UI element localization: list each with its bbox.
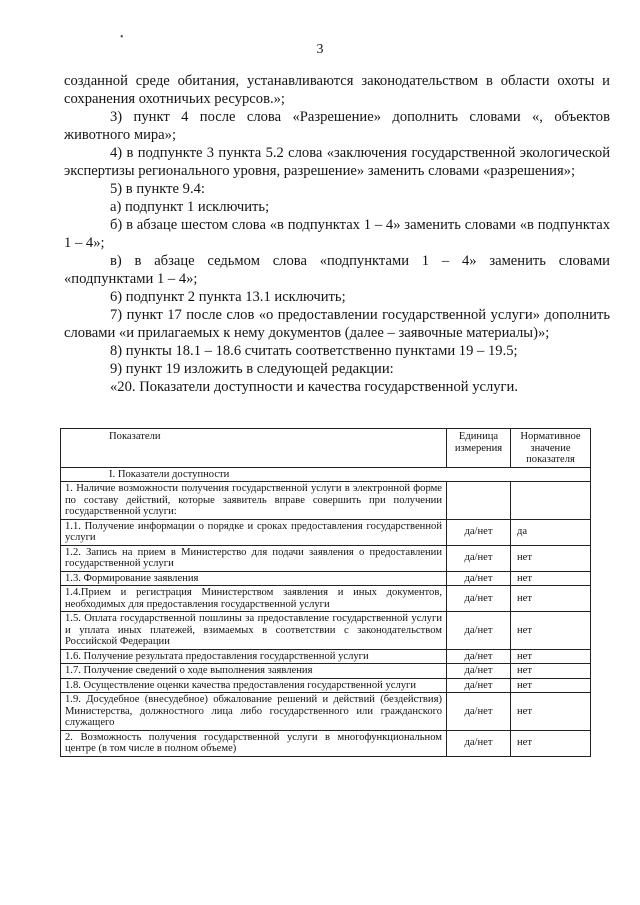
body-text — [64, 72, 610, 396]
indicators-table — [60, 428, 591, 757]
row-norm: нет — [511, 586, 591, 612]
table-row — [61, 571, 591, 586]
row-name: 1.8. Осуществление оценки качества предоставления государственной услуги — [61, 678, 447, 693]
header-unit: Единица измерения — [447, 429, 511, 468]
row-name: 1.6. Получение результата предоставления государственной услуги — [61, 649, 447, 664]
row-unit: да/нет — [447, 664, 511, 679]
row-name: 1. Наличие возможности получения государственной услуги в электронной форме по составу действий, которые заявитель вправе совершить при получении государственной услуги: — [61, 482, 447, 520]
row-norm: нет — [511, 664, 591, 679]
table-row — [61, 586, 591, 612]
row-name: 1.9. Досудебное (внесудебное) обжалование решений и действий (бездействия) Министерства, должностного лица либо государственного или гражданского служащего — [61, 693, 447, 731]
row-norm: нет — [511, 612, 591, 650]
paragraph: б) в абзаце шестом слова «в подпунктах 1 – 4» заменить словами «в подпунктах 1 – 4»; — [64, 217, 610, 251]
table-row — [61, 545, 591, 571]
row-name: 1.2. Запись на прием в Министерство для подачи заявления о предоставлении государственной услуги — [61, 545, 447, 571]
row-unit — [447, 482, 511, 520]
paragraph: «20. Показатели доступности и качества государственной услуги. — [110, 379, 519, 395]
row-norm — [511, 482, 591, 520]
header-norm: Нормативное значение показателя — [511, 429, 591, 468]
row-name: 1.7. Получение сведений о ходе выполнения заявления — [61, 664, 447, 679]
row-name: 2. Возможность получения государственной услуги в многофункциональном центре (в том числе в полном объеме) — [61, 730, 447, 756]
row-norm: нет — [511, 730, 591, 756]
table-row — [61, 730, 591, 756]
row-name: 1.4.Прием и регистрация Министерством заявления и иных документов, необходимых для предоставления государственной услуги — [61, 586, 447, 612]
paragraph: 7) пункт 17 после слов «о предоставлении государственной услуги» дополнить словами «и прилагаемых к нему документов (далее – заявочные материалы)»; — [64, 307, 610, 341]
header-indicator: Показатели — [61, 429, 447, 468]
section-title: I. Показатели доступности — [61, 467, 591, 482]
table-row — [61, 678, 591, 693]
row-norm: нет — [511, 571, 591, 586]
page-number: 3 — [316, 42, 324, 57]
paragraph: 3) пункт 4 после слова «Разрешение» дополнить словами «, объектов животного мира»; — [64, 109, 610, 143]
table-row — [61, 519, 591, 545]
row-unit: да/нет — [447, 693, 511, 731]
paragraph: 9) пункт 19 изложить в следующей редакции: — [110, 361, 394, 377]
table-row — [61, 649, 591, 664]
table-row — [61, 612, 591, 650]
row-unit: да/нет — [447, 649, 511, 664]
row-unit: да/нет — [447, 586, 511, 612]
row-name: 1.5. Оплата государственной пошлины за предоставление государственной услуги и уплата иных платежей, взимаемых в соответствии с законодательством Российской Федерации — [61, 612, 447, 650]
row-unit: да/нет — [447, 519, 511, 545]
row-norm: нет — [511, 545, 591, 571]
row-unit: да/нет — [447, 571, 511, 586]
row-name: 1.3. Формирование заявления — [61, 571, 447, 586]
row-unit: да/нет — [447, 678, 511, 693]
row-unit: да/нет — [447, 545, 511, 571]
paragraph: 5) в пункте 9.4: — [110, 181, 205, 197]
paragraph: 6) подпункт 2 пункта 13.1 исключить; — [110, 289, 346, 305]
row-unit: да/нет — [447, 730, 511, 756]
paragraph: созданной среде обитания, устанавливаются законодательством в области охоты и сохранения охотничьих ресурсов.»; — [64, 73, 610, 107]
row-name: 1.1. Получение информации о порядке и сроках предоставления государственной услуги — [61, 519, 447, 545]
row-unit: да/нет — [447, 612, 511, 650]
indicators-table-wrap — [60, 428, 590, 757]
table-row — [61, 693, 591, 731]
stray-mark: • — [120, 32, 124, 43]
row-norm: нет — [511, 693, 591, 731]
row-norm: нет — [511, 678, 591, 693]
row-norm: нет — [511, 649, 591, 664]
paragraph: 8) пункты 18.1 – 18.6 считать соответственно пунктами 19 – 19.5; — [110, 343, 518, 359]
paragraph: а) подпункт 1 исключить; — [110, 199, 270, 215]
table-header-row — [61, 429, 591, 468]
table-row — [61, 482, 591, 520]
table-section-row — [61, 467, 591, 482]
paragraph: 4) в подпункте 3 пункта 5.2 слова «заключения государственной экологической экспертизы регионального уровня, разрешение» заменить словами «разрешения»; — [64, 145, 610, 179]
paragraph: в) в абзаце седьмом слова «подпунктами 1 – 4» заменить словами «подпунктами 1 – 4»; — [64, 253, 610, 287]
table-row — [61, 664, 591, 679]
row-norm: да — [511, 519, 591, 545]
